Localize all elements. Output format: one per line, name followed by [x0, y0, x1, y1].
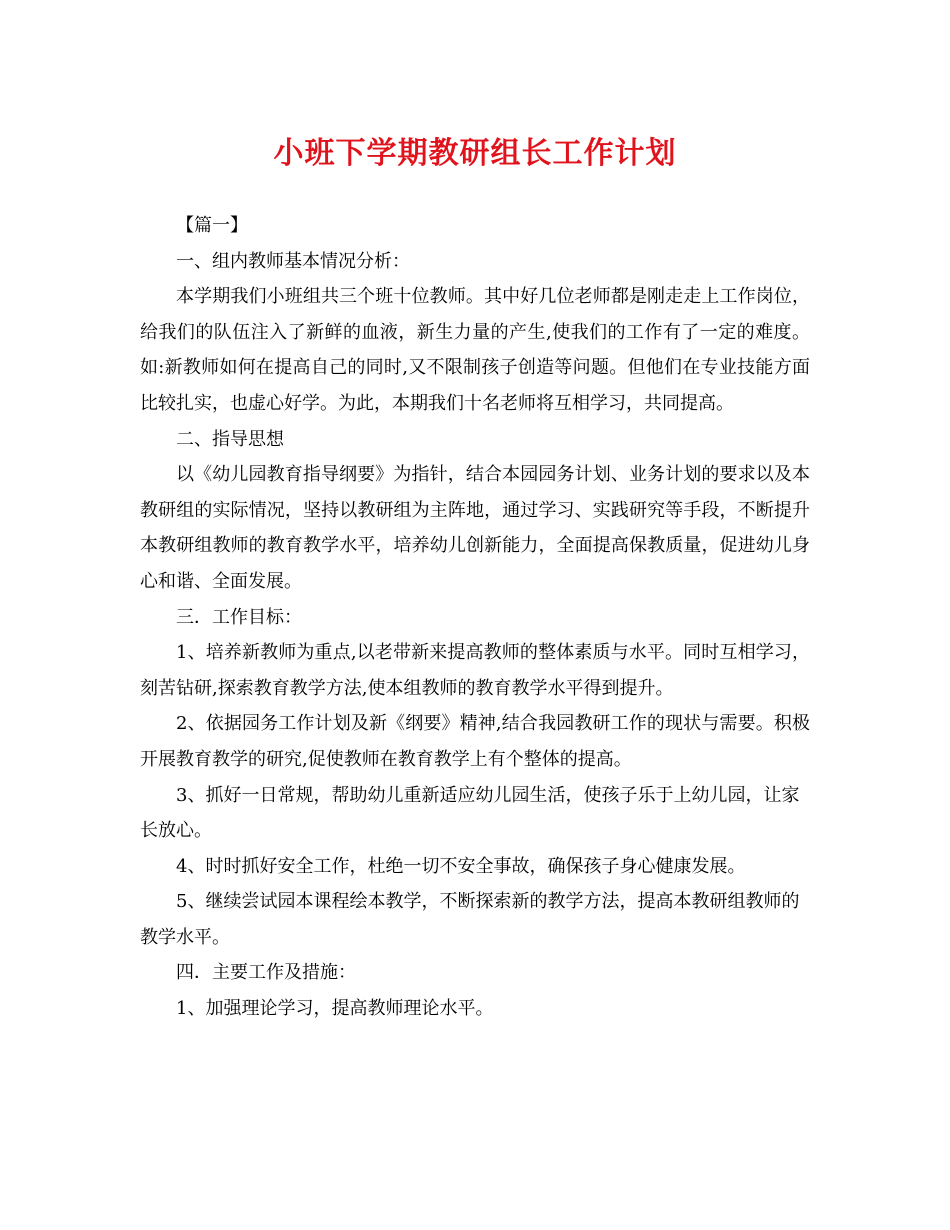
goal-item-3: 3、抓好一日常规，帮助幼儿重新适应幼儿园生活，使孩子乐于上幼儿园，让家长放心。	[140, 784, 800, 842]
document-title: 小班下学期教研组长工作计划	[273, 136, 677, 171]
goal-item-5: 5、继续尝试园本课程绘本教学，不断探索新的教学方法，提高本教研组教师的教学水平。	[140, 891, 800, 948]
goal-item-1: 1、培养新教师为重点,以老带新来提高教师的整体素质与水平。同时互相学习，刻苦钻研,探索教育教学方法,使本组教师的教育教学水平得到提升。	[140, 642, 810, 699]
heading-main-work: 四．主要工作及措施：	[176, 962, 356, 984]
heading-guiding-thought: 二、指导思想	[176, 428, 284, 450]
goal-item-2: 2、依据园务工作计划及新《纲要》精神,结合我园教研工作的现状与需要。积极开展教育教学的研究,促使教师在教育教学上有个整体的提高。	[140, 713, 810, 770]
main-work-item-1: 1、加强理论学习，提高教师理论水平。	[176, 998, 494, 1020]
heading-work-goals: 三．工作目标：	[176, 606, 302, 628]
paragraph-guiding-thought: 以《幼儿园教育指导纲要》为指针，结合本园园务计划、业务计划的要求以及本教研组的实际情况，坚持以教研组为主阵地，通过学习、实践研究等手段，不断提升本教研组教师的教育教学水平，培养幼儿创新能力，全面提高保教质量，促进幼儿身心和谐、全面发展。	[140, 464, 810, 592]
heading-teacher-analysis: 一、组内教师基本情况分析：	[176, 250, 410, 272]
section-label: 【篇一】	[176, 215, 248, 236]
paragraph-teacher-analysis: 本学期我们小班组共三个班十位教师。其中好几位老师都是刚走走上工作岗位，给我们的队伍注入了新鲜的血液，新生力量的产生,使我们的工作有了一定的难度。如:新教师如何在提高自己的同时,又不限制孩子创造等问题。但他们在专业技能方面比较扎实，也虚心好学。为此，本期我们十名老师将互相学习，共同提高。	[140, 286, 810, 414]
document-body	[140, 208, 810, 1027]
goal-item-4: 4、时时抓好安全工作，杜绝一切不安全事故，确保孩子身心健康发展。	[176, 855, 746, 877]
